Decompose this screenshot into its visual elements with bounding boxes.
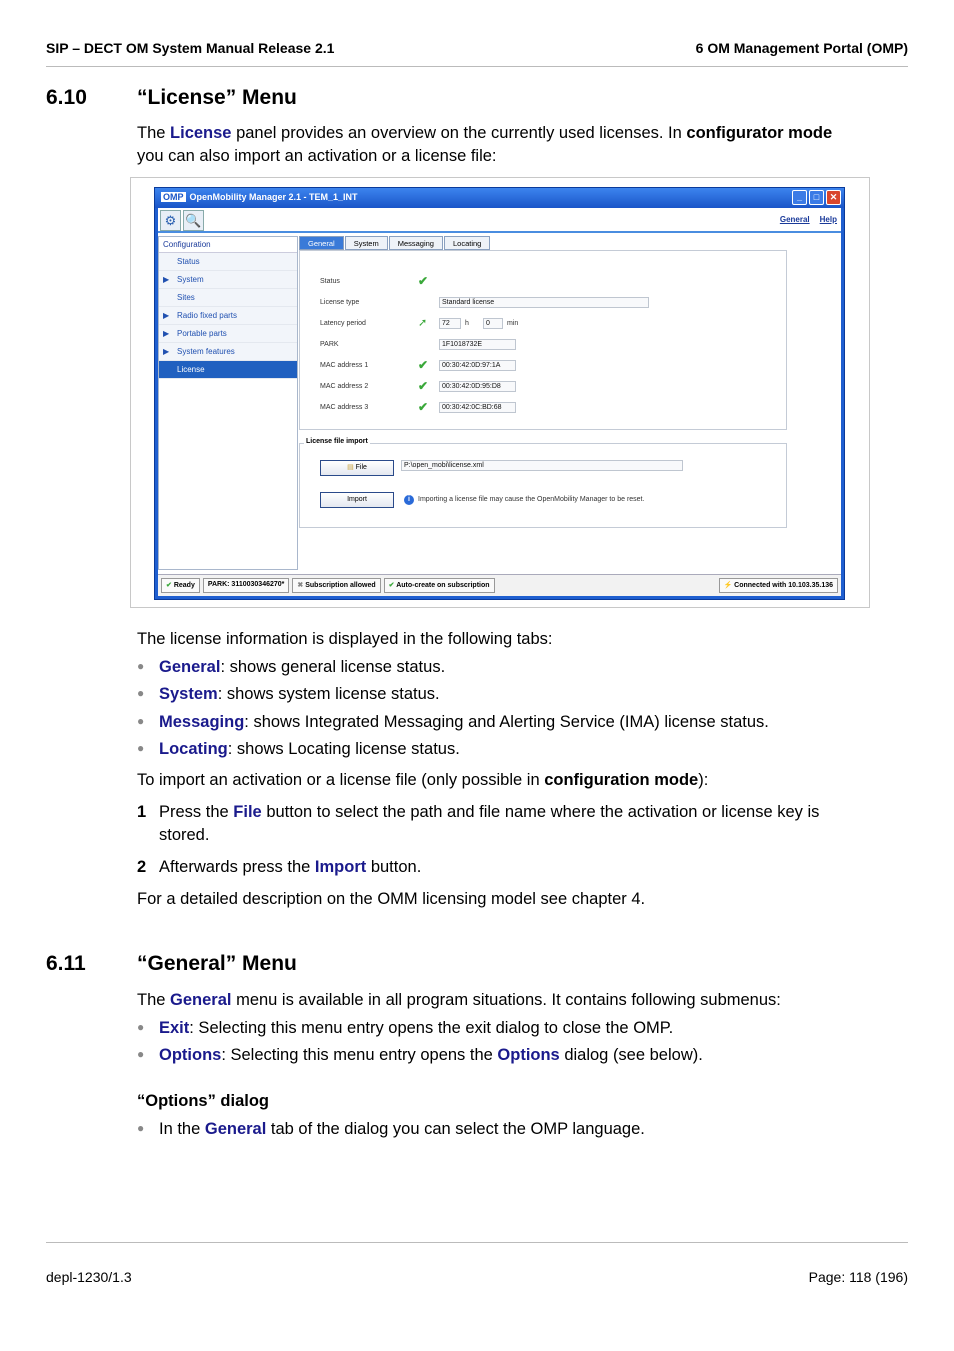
section-number: 6.11	[46, 952, 86, 975]
license-type-label: License type	[320, 299, 360, 306]
status-bar	[158, 574, 841, 596]
check-icon: ✔	[388, 582, 395, 589]
expand-arrow-icon: ▶	[163, 275, 170, 284]
tab-system[interactable]: System	[345, 236, 388, 250]
check-icon: ✔	[418, 379, 429, 393]
nav-item-system[interactable]: ▶ System	[159, 271, 297, 289]
park-label: PARK	[320, 341, 339, 348]
mac1-field: 00:30:42:0D:97:1A	[439, 360, 516, 371]
header-right: 6 OM Management Portal (OMP)	[695, 40, 908, 56]
nav-title: Configuration	[159, 237, 297, 253]
window-title: OpenMobility Manager 2.1 - TEM_1_INT	[189, 192, 358, 202]
check-icon: ✔	[418, 400, 429, 414]
footer-doc-id: depl-1230/1.3	[46, 1269, 132, 1285]
search-icon[interactable]: 🔍	[183, 210, 204, 231]
gear-icon[interactable]: ⚙	[160, 210, 181, 231]
status-subscription: ✖ Subscription allowed	[292, 578, 380, 593]
close-icon[interactable]: ✕	[826, 190, 841, 205]
nav-item-portable-parts[interactable]: ▶ Portable parts	[159, 325, 297, 343]
menu-general[interactable]: General	[779, 215, 810, 224]
expand-arrow-icon: ▶	[163, 311, 170, 320]
nav-panel	[158, 236, 298, 570]
bullet-options-general: ● In the General tab of the dialog you can select the OMP language.	[137, 1120, 645, 1138]
latency-minutes-field[interactable]: 0	[483, 318, 503, 329]
folder-icon: ▤	[347, 464, 354, 471]
nav-item-radio-fixed-parts[interactable]: ▶ Radio fixed parts	[159, 307, 297, 325]
nav-item-sites[interactable]: Sites	[159, 289, 297, 307]
latency-hours-field[interactable]: 72	[439, 318, 461, 329]
tabs-intro: The license information is displayed in the following tabs:	[137, 630, 553, 648]
menu-help[interactable]: Help	[819, 215, 837, 224]
section-heading-6-11	[46, 952, 297, 976]
tab-locating[interactable]: Locating	[444, 236, 490, 250]
bullet-system: ● System: shows system license status.	[137, 685, 440, 703]
hours-unit: h	[465, 320, 469, 327]
omp-window	[154, 187, 845, 600]
bullet-messaging: ● Messaging: shows Integrated Messaging and Alerting Service (IMA) license status.	[137, 713, 769, 731]
bullet-exit: ● Exit: Selecting this menu entry opens the exit dialog to close the OMP.	[137, 1019, 674, 1037]
latency-label: Latency period	[320, 320, 366, 327]
status-connection: ⚡ Connected with 10.103.35.136	[719, 578, 839, 593]
detail-paragraph: For a detailed description on the OMM licensing model see chapter 4.	[137, 890, 646, 908]
license-import-title: License file import	[306, 438, 368, 445]
status-autocreate: ✔ Auto-create on subscription	[384, 578, 495, 593]
tab-general[interactable]: General	[299, 236, 344, 250]
window-client	[158, 208, 841, 596]
import-note: Importing a license file may cause the OpenMobility Manager to be reset.	[418, 496, 645, 503]
step-1: 1 Press the File button to select the path and file name where the activation or license key is stored.	[137, 803, 820, 844]
check-icon: ✔	[418, 274, 429, 288]
tab-bar	[299, 236, 491, 250]
check-icon: ✔	[418, 358, 429, 372]
minimize-icon[interactable]: _	[792, 190, 807, 205]
section-title: “License” Menu	[137, 86, 297, 109]
nav-item-license[interactable]: License	[159, 361, 297, 379]
window-titlebar	[155, 188, 844, 208]
section-title: “General” Menu	[137, 952, 297, 975]
plug-icon: ⚡	[723, 582, 733, 589]
mac2-label: MAC address 2	[320, 383, 369, 390]
file-path-field[interactable]: P:\open_mobi\license.xml	[401, 460, 683, 471]
mac3-label: MAC address 3	[320, 404, 369, 411]
status-ready: ✔ Ready	[161, 578, 200, 593]
status-park: PARK: 3110030346270*	[203, 578, 290, 593]
step-2: 2 Afterwards press the Import button.	[137, 858, 422, 876]
bullet-general: ● General: shows general license status.	[137, 658, 446, 676]
info-icon: i	[404, 495, 414, 505]
import-intro: To import an activation or a license file (only possible in configuration mode):	[137, 771, 709, 789]
page-header	[46, 40, 908, 67]
section-heading-6-10	[46, 86, 297, 110]
options-dialog-heading: “Options” dialog	[137, 1092, 269, 1110]
file-button[interactable]: ▤ File	[320, 460, 394, 476]
check-icon: ✔	[166, 582, 172, 589]
park-field: 1F1018732E	[439, 339, 516, 350]
footer-page: Page: 118 (196)	[808, 1269, 908, 1285]
bullet-locating: ● Locating: shows Locating license status.	[137, 740, 460, 758]
license-import-group	[299, 438, 787, 528]
header-left: SIP – DECT OM System Manual Release 2.1	[46, 40, 335, 56]
tab-messaging[interactable]: Messaging	[389, 236, 443, 250]
bullet-options: ● Options: Selecting this menu entry opens the Options dialog (see below).	[137, 1046, 703, 1064]
status-label: Status	[320, 278, 340, 285]
cross-icon: ✖	[297, 582, 304, 589]
nav-item-status[interactable]: Status	[159, 253, 297, 271]
minutes-unit: min	[507, 320, 519, 327]
expand-arrow-icon: ▶	[163, 329, 170, 338]
license-status-panel	[299, 250, 787, 430]
import-button[interactable]: Import	[320, 492, 394, 508]
toolbar	[158, 208, 841, 233]
maximize-icon[interactable]: □	[809, 190, 824, 205]
license-type-field: Standard license	[439, 297, 649, 308]
refresh-arrow-icon[interactable]: ➚	[418, 317, 428, 329]
omp-logo: OMP	[163, 192, 184, 202]
mac2-field: 00:30:42:0D:95:D8	[439, 381, 516, 392]
mac1-label: MAC address 1	[320, 362, 369, 369]
mac3-field: 00:30:42:0C:BD:68	[439, 402, 516, 413]
general-intro: The General menu is available in all program situations. It contains following submenus:	[137, 991, 781, 1009]
section-number: 6.10	[46, 86, 87, 109]
expand-arrow-icon: ▶	[163, 347, 170, 356]
page-footer	[46, 1242, 908, 1285]
omp-screenshot	[130, 177, 870, 608]
intro-paragraph: The License panel provides an overview on the currently used licenses. In configurator mode you can also import an activation or a license file:	[137, 124, 833, 165]
nav-item-system-features[interactable]: ▶ System features	[159, 343, 297, 361]
